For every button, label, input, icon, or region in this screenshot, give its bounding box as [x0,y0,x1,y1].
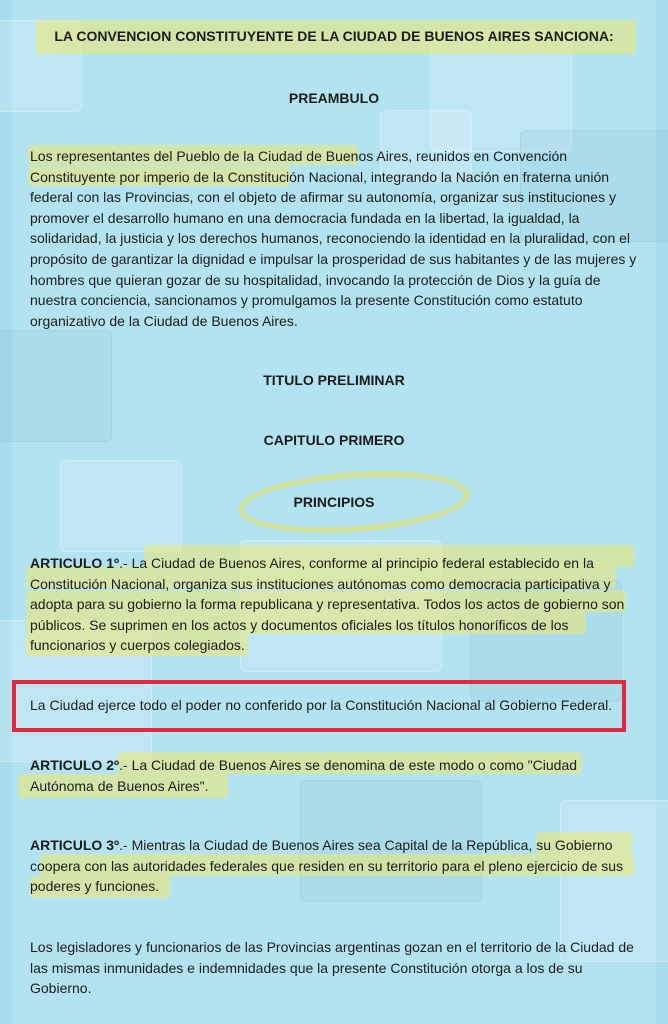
red-annotation-frame [12,680,626,732]
article-3-text: .- Mientras la Ciudad de Buenos Aires sea Capital de la República, su Gobierno coopera con las autoridades federales que residen en su territorio para el pleno ejercicio de sus poderes y funciones. [30,837,624,895]
titulo-heading: TITULO PRELIMINAR [263,372,405,388]
article-3-extra: Los legisladores y funcionarios de las Provincias argentinas gozan en el territorio de la Ciudad de las mismas inmunidades e indemnidades que la presente Constitución otorga a los de su Gobierno. [30,939,634,997]
article-2-label: ARTICULO 2º [30,757,120,773]
article-3-label: ARTICULO 3º [30,837,120,853]
article-1-text: .- La Ciudad de Buenos Aires, conforme al principio federal establecido en la Constitución Nacional, organiza sus instituciones autónomas como democracia participativa y adopta para su gobierno la forma republicana y representativa. Todos los actos de gobierno son públicos. Se suprimen en los actos y documentos oficiales los títulos honoríficos de los funcionarios y cuerpos colegiados. [30,555,625,654]
document-title: LA CONVENCION CONSTITUYENTE DE LA CIUDAD DE BUENOS AIRES SANCIONA: [54,28,614,44]
article-1-label: ARTICULO 1º [30,555,120,571]
article-1-paragraph [30,553,642,656]
article-2-paragraph [30,755,642,796]
preamble-heading: PREAMBULO [288,90,380,106]
principios-heading: PRINCIPIOS [293,494,375,510]
capitulo-heading: CAPITULO PRIMERO [263,432,405,448]
article-3-paragraph [30,835,642,897]
article-1-extra: La Ciudad ejerce todo el poder no conferido por la Constitución Nacional al Gobierno Federal. [30,697,613,713]
preamble-paragraph: Los representantes del Pueblo de la Ciudad de Buenos Aires, reunidos en Convención Constituyente por imperio de la Constitución Nacional, integrando la Nación en fraterna unión federal con las Provincias, con el objeto de afirmar su autonomía, organizar sus instituciones y promover el desarrollo humano en una democracia fundada en la libertad, la igualdad, la solidaridad, la justicia y los derechos humanos, reconociendo la identidad en la pluralidad, con el propósito de garantizar la dignidad e impulsar la prosperidad de sus habitantes y de las mujeres y hombres que quieran gozar de su hospitalidad, invocando la protección de Dios y la guía de nuestra conciencia, sancionamos y promulgamos la presente Constitución como estatuto organizativo de la Ciudad de Buenos Aires. [30,148,637,329]
article-2-text: .- La Ciudad de Buenos Aires se denomina de este modo o como "Ciudad Autónoma de Buenos Aires". [30,757,578,794]
